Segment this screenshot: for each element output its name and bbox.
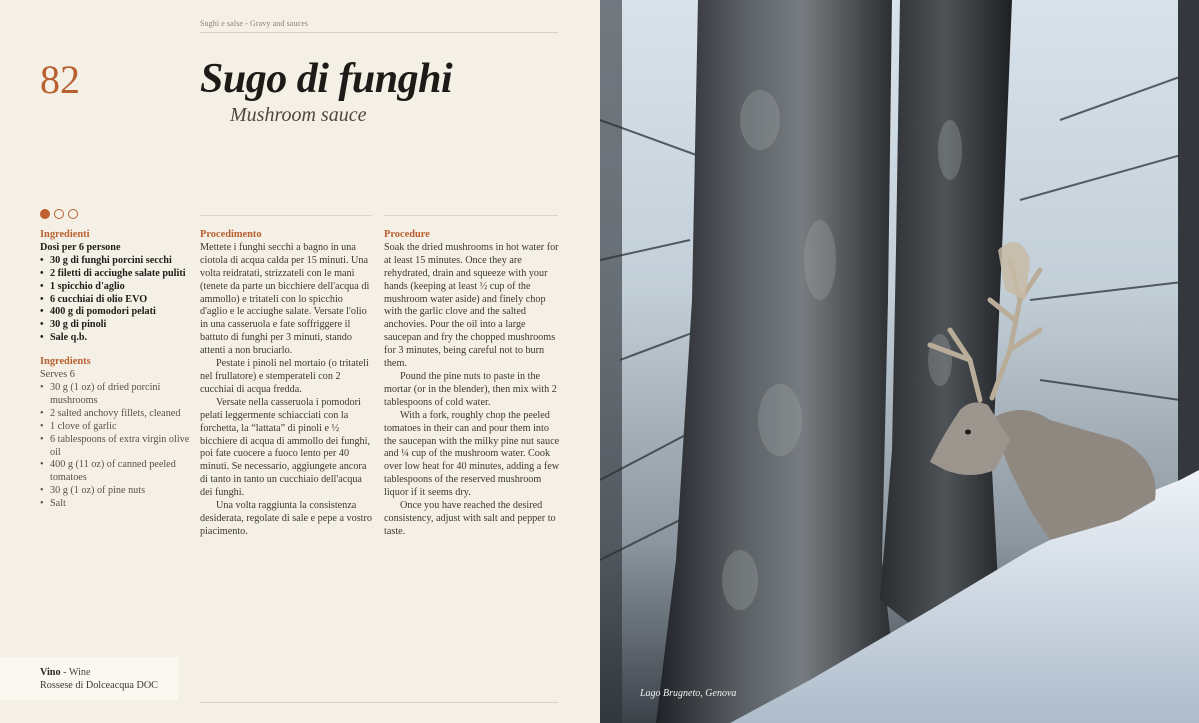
forest-deer-photo	[600, 0, 1199, 723]
list-item: • 6 tablespoons of extra virgin olive oil	[40, 434, 190, 460]
photo-caption: Lago Brugneto, Genova	[640, 688, 737, 699]
list-item: • 1 clove of garlic	[40, 421, 190, 434]
tree-trunk	[880, 0, 1012, 640]
procedimento-column	[200, 229, 372, 539]
ingredienti-list	[40, 255, 190, 345]
list-item: • 2 filetti di acciughe salate puliti	[40, 268, 190, 281]
list-item: • 30 g (1 oz) of pine nuts	[40, 485, 190, 498]
wine-label-en: Wine	[68, 667, 91, 678]
footer-rule	[200, 702, 558, 703]
running-head: Sughi e salse - Gravy and sauces	[200, 19, 558, 33]
procedure-paragraph: Pound the pine nuts to paste in the mortar (or in the blender), then mix with 2 tablespoons of cold water.	[384, 370, 557, 408]
procedure-paragraph: Soak the dried mushrooms in hot water for at least 15 minutes. Once they are rehydrated, drain and squeeze with your hands (keeping at least ½ cup of the mushroom water aside) and finely chop with the garlic clove and the salted anchovies. Pour the oil into a large saucepan and fry the chopped mushrooms for 3 minutes, being careful not to burn them.	[384, 241, 559, 370]
ingredients-heading: Ingredients	[40, 356, 91, 368]
procedimento-paragraph: Pestate i pinoli nel mortaio (o tritateli nel frullatore) e stemperateli con 2 cucchiai di acqua fredda.	[200, 358, 369, 395]
procedimento-heading: Procedimento	[200, 229, 262, 240]
recipe-subtitle: Mushroom sauce	[230, 104, 367, 126]
procedure-paragraph: With a fork, roughly chop the peeled tomatoes in their can and pour them into the saucepan with the milky pine nut sauce and ¼ cup of the mushroom water. Cook over low heat for 40 minutes, adding a few tablespoons of the reserved mushroom liquor if it seems dry.	[384, 409, 560, 499]
difficulty-dots	[40, 209, 78, 219]
list-item: • 400 g di pomodori pelati	[40, 306, 190, 319]
wine-label: Vino	[40, 667, 61, 678]
list-item: • 400 g (11 oz) of canned peeled tomatoes	[40, 459, 190, 485]
ingredients-serves: Serves 6	[40, 369, 75, 381]
list-item: • 2 salted anchovy fillets, cleaned	[40, 408, 190, 421]
difficulty-dot-empty	[68, 209, 78, 219]
page-number: 82	[40, 57, 80, 102]
list-item: • 30 g di pinoli	[40, 319, 190, 332]
wine-name: Rossese di Dolceacqua DOC	[40, 680, 158, 691]
photo-page	[600, 0, 1199, 723]
difficulty-dot-empty	[54, 209, 64, 219]
wine-separator: -	[60, 667, 69, 678]
list-item: • 30 g (1 oz) of dried porcini mushrooms	[40, 382, 190, 408]
procedure-column	[384, 229, 560, 539]
list-item: • 30 g di funghi porcini secchi	[40, 255, 190, 268]
divider	[384, 215, 558, 216]
procedimento-paragraph: Versate nella casseruola i pomodori pelati leggermente schiacciati con la forchetta, la “lattata” di pinoli e ½ bicchiere di acqua di ammollo dei funghi, poi fate cuocere a fuoco lento per 40 minuti. Se necessario, aggiungete ancora di tanto in tanto un cucchiaio dell'acqua dei funghi.	[200, 396, 371, 499]
ingredienti-heading: Ingredienti	[40, 229, 90, 240]
difficulty-dot-filled	[40, 209, 50, 219]
ingredienti-serves: Dosi per 6 persone	[40, 241, 121, 253]
ingredients-list	[40, 382, 190, 511]
procedimento-paragraph: Una volta raggiunta la consistenza desiderata, regolate di sale e pepe a vostro piacimento.	[200, 500, 372, 537]
procedimento-paragraph: Mettete i funghi secchi a bagno in una ciotola di acqua calda per 15 minuti. Una volta reidratati, strizzateli con le mani (tenete da parte un bicchiere dell'acqua di ammollo) e tritateli con lo spicchio d'aglio e le acciughe salate. Versate l'olio in una casseruola e fate soffriggere il battuto di funghi per 3 minuti, stando attenti a non bruciarlo.	[200, 241, 370, 357]
recipe-title: Sugo di funghi	[200, 56, 453, 102]
divider	[200, 215, 372, 216]
list-item: • Salt	[40, 498, 190, 511]
list-item: • Sale q.b.	[40, 332, 190, 345]
procedure-paragraph: Once you have reached the desired consistency, adjust with salt and pepper to taste.	[384, 500, 556, 537]
list-item: • 6 cucchiai di olio EVO	[40, 294, 190, 307]
ingredients-column	[40, 229, 190, 511]
list-item: • 1 spicchio d'aglio	[40, 281, 190, 294]
wine-pairing-box	[0, 657, 178, 700]
procedure-heading: Procedure	[384, 229, 430, 240]
